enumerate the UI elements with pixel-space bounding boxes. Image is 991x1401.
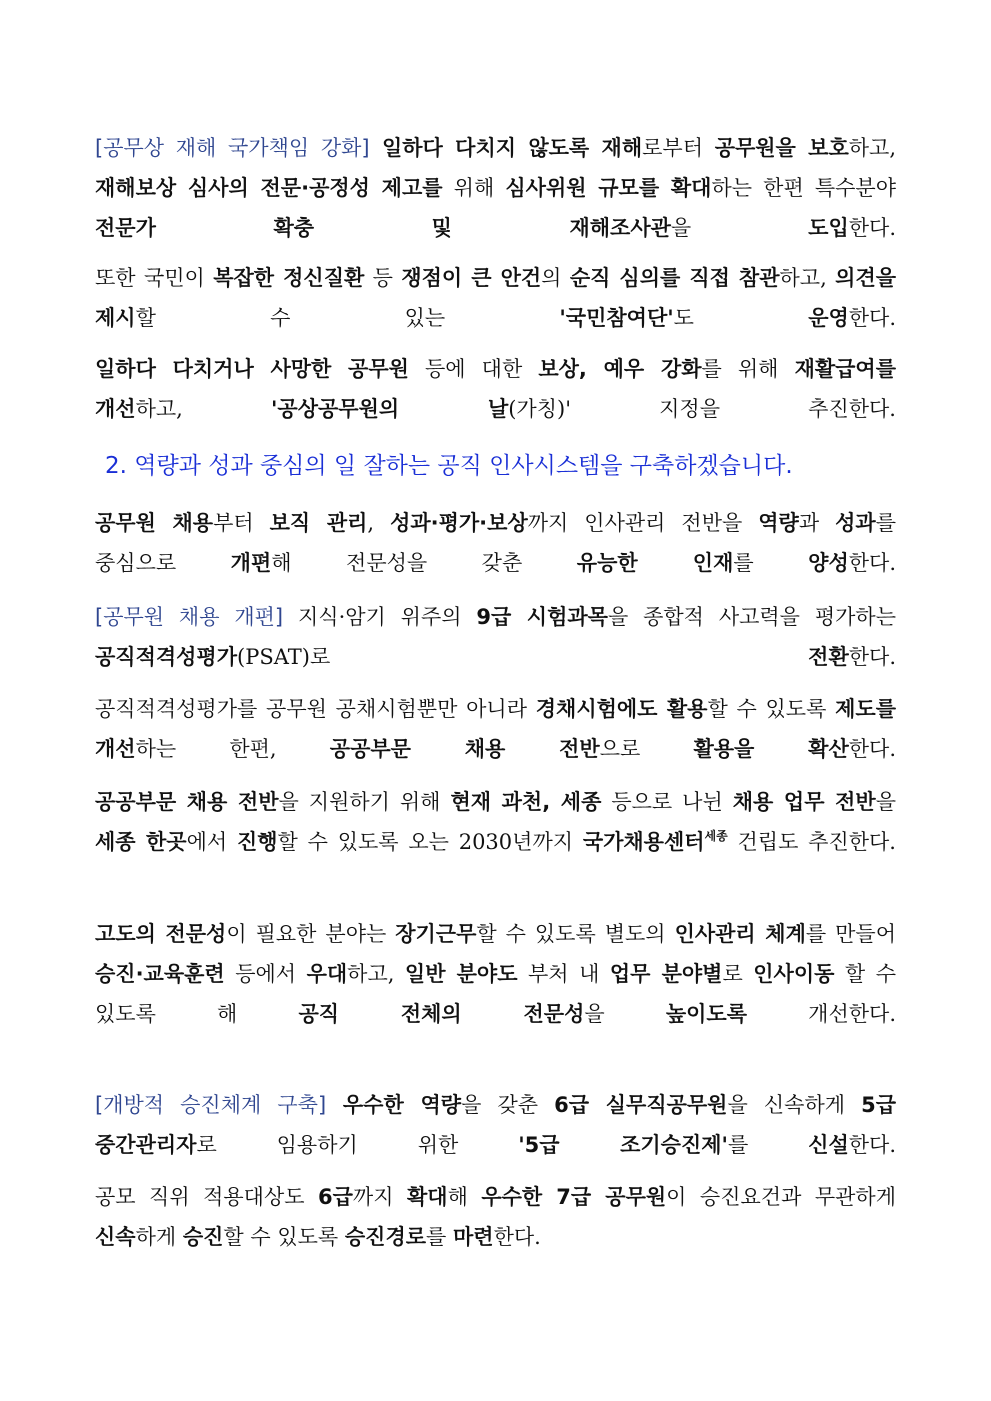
body-text: 로부터 [642, 136, 715, 160]
emphasis-text: 활용을 확산 [693, 737, 849, 761]
body-text: 을 종합적 사고력을 평가하는 [607, 605, 896, 629]
paragraph-disaster-responsibility [95, 128, 896, 248]
body-text: 하는 한편, [135, 737, 330, 761]
body-text: 할 수 있도록 [223, 1225, 345, 1249]
body-text: (PSAT)로 [237, 645, 809, 669]
emphasis-text: 보상, 예우 강화 [538, 357, 702, 381]
emphasis-text: 신설 [808, 1133, 849, 1157]
paragraph-promotion-system [95, 1085, 896, 1165]
body-text: 등으로 나뉜 [601, 790, 733, 814]
body-text: 을 [875, 790, 896, 814]
emphasis-text: 제도를 개선 [95, 697, 896, 761]
paragraph-open-recruitment [95, 1177, 896, 1257]
emphasis-text: 보직 관리 [269, 511, 368, 535]
superscript-text: 세종 [704, 829, 728, 843]
body-text: 하게 [135, 1225, 183, 1249]
emphasis-text: 현재 과천, 세종 [450, 790, 602, 814]
body-text: 한다. [848, 216, 896, 240]
body-text: 공직적격성평가를 공무원 공채시험뿐만 아니라 [95, 697, 536, 721]
paragraph-citizen-panel [95, 258, 896, 338]
body-text: 또한 국민이 [95, 266, 214, 290]
body-text: 로 임용하기 위한 [196, 1133, 519, 1157]
paragraph-recruitment-center [95, 782, 896, 862]
body-text: 등에서 [224, 962, 307, 986]
body-text: 한다. [493, 1225, 541, 1249]
body-text: 개선한다. [747, 1002, 897, 1026]
body-text: 한다. [848, 645, 896, 669]
emphasis-text: '국민참여단' [559, 306, 674, 330]
paragraph-hr-overview [95, 503, 896, 583]
emphasis-text: 9급 시험과목 [476, 605, 608, 629]
emphasis-text: 인사이동 [753, 962, 835, 986]
emphasis-text: 일하다 다치거나 사망한 공무원 [95, 357, 409, 381]
body-text: 를 [727, 1133, 809, 1157]
body-text: 를 [733, 551, 809, 575]
body-text: (가칭)' 지정을 추진한다. [508, 397, 896, 421]
body-text: 등에 대한 [408, 357, 539, 381]
paragraph-position-management [95, 914, 896, 1034]
body-text: 과 [798, 511, 836, 535]
emphasis-text: 재해보상 심사의 전문·공정성 제고를 [95, 176, 443, 200]
emphasis-text: 우대 [306, 962, 348, 986]
body-text: 공모 직위 적용대상도 [95, 1185, 319, 1209]
body-text: 할 수 있도록 별도의 [476, 922, 675, 946]
emphasis-text: 일반 분야도 [404, 962, 518, 986]
emphasis-text: 공공부문 채용 전반 [95, 790, 279, 814]
emphasis-text: 성과·평가·보상 [390, 511, 528, 535]
emphasis-text: 역량 [758, 511, 799, 535]
emphasis-text: 공직 전체의 전문성 [298, 1002, 585, 1026]
emphasis-text: 승진경로 [344, 1225, 427, 1249]
body-text: 부터 [213, 511, 270, 535]
emphasis-text: 심사위원 규모를 확대 [505, 176, 712, 200]
body-text: 을 갖춘 [461, 1093, 555, 1117]
body-text: 를 위해 [701, 357, 795, 381]
emphasis-text: 승진 [182, 1225, 224, 1249]
emphasis-text: 세종 한곳 [95, 830, 187, 854]
body-text: 를 만들어 [805, 922, 897, 946]
emphasis-text: 유능한 인재 [576, 551, 734, 575]
body-text: 을 신속하게 [727, 1093, 862, 1117]
body-text: 할 수 있도록 해 [95, 962, 896, 1026]
emphasis-text: 쟁점이 큰 안건 [401, 266, 542, 290]
body-text: 까지 [352, 1185, 407, 1209]
body-text: 건립도 추진한다. [727, 830, 896, 854]
body-text: 하고, [347, 962, 405, 986]
body-text: 으로 [599, 737, 694, 761]
emphasis-text: 확대 [406, 1185, 448, 1209]
emphasis-text: 개편 [230, 551, 272, 575]
emphasis-text: 장기근무 [395, 922, 477, 946]
emphasis-text: 마련 [453, 1225, 494, 1249]
emphasis-text: 채용 업무 전반 [732, 790, 876, 814]
body-text: 한다. [848, 737, 896, 761]
body-text: 한다. [848, 306, 897, 330]
body-text: 위해 [442, 176, 506, 200]
body-text: 한다. [848, 1133, 897, 1157]
emphasis-text: 고도의 전문성 [95, 922, 227, 946]
emphasis-text: 도입 [808, 216, 849, 240]
body-text: , [367, 511, 391, 535]
body-text: 이 승진요건과 무관하게 [666, 1185, 896, 1209]
body-text: 하는 한편 특수분야 [711, 176, 896, 200]
body-text: 할 수 있도록 오는 2030년까지 [277, 830, 583, 854]
body-text: 등 [364, 266, 402, 290]
body-text: 을 지원하기 위해 [278, 790, 451, 814]
body-text: 하고, [848, 136, 897, 160]
emphasis-text: 성과 [835, 511, 876, 535]
emphasis-text: 재활급여를 개선 [95, 357, 896, 421]
body-text: 해 전문성을 갖춘 [271, 551, 577, 575]
body-text: 를 [426, 1225, 453, 1249]
body-text: 까지 인사관리 전반을 [527, 511, 759, 535]
emphasis-text: 승진·교육훈련 [95, 962, 225, 986]
emphasis-text: 공공부문 채용 전반 [329, 737, 600, 761]
body-text: 에서 [186, 830, 237, 854]
emphasis-text: 신속 [95, 1225, 136, 1249]
emphasis-text: 복잡한 정신질환 [213, 266, 365, 290]
emphasis-text: 일하다 다치지 않도록 재해 [369, 136, 643, 160]
emphasis-text: 업무 분야별 [609, 962, 723, 986]
body-text: 할 수 있도록 [707, 697, 836, 721]
body-text: 도 [673, 306, 809, 330]
body-text: 지식·암기 위주의 [283, 605, 477, 629]
section-tag: [공무상 재해 국가책임 강화] [95, 136, 370, 160]
emphasis-text: 공무원 채용 [95, 511, 214, 535]
emphasis-text: 운영 [808, 306, 849, 330]
emphasis-text: 우수한 7급 공무원 [481, 1185, 667, 1209]
emphasis-text: '5급 조기승진제' [518, 1133, 728, 1157]
emphasis-text: 5급 중간관리자 [95, 1093, 897, 1157]
emphasis-text: '공상공무원의 날 [271, 397, 509, 421]
emphasis-text: 6급 [318, 1185, 353, 1209]
emphasis-text: 높이도록 [665, 1002, 748, 1026]
body-text: 할 수 있는 [135, 306, 560, 330]
emphasis-text: 국가채용센터 [582, 830, 705, 854]
body-text: 한다. [848, 551, 896, 575]
body-text: 을 [670, 216, 809, 240]
emphasis-text: 인사관리 체계 [674, 922, 806, 946]
emphasis-text: 우수한 역량 [326, 1093, 462, 1117]
body-text: 를 중심으로 [95, 511, 896, 575]
paragraph-compensation [95, 349, 896, 429]
paragraph-psat-expansion [95, 689, 896, 769]
body-text: 로 [722, 962, 754, 986]
section-tag: [개방적 승진체계 구축] [95, 1093, 327, 1117]
emphasis-text: 순직 심의를 직접 참관 [569, 266, 780, 290]
body-text: 하고, [779, 266, 836, 290]
emphasis-text: 양성 [808, 551, 849, 575]
body-text: 의 [541, 266, 570, 290]
body-text: 을 [584, 1002, 666, 1026]
emphasis-text: 의견을 제시 [95, 266, 897, 330]
emphasis-text: 공직적격성평가 [95, 645, 238, 669]
section-tag: [공무원 채용 개편] [95, 605, 284, 629]
emphasis-text: 6급 실무직공무원 [554, 1093, 728, 1117]
section-heading: 2. 역량과 성과 중심의 일 잘하는 공직 인사시스템을 구축하겠습니다. [105, 453, 793, 479]
emphasis-text: 공무원을 보호 [714, 136, 849, 160]
emphasis-text: 전환 [808, 645, 849, 669]
emphasis-text: 진행 [236, 830, 278, 854]
body-text: 해 [447, 1185, 482, 1209]
emphasis-text: 경채시험에도 활용 [535, 697, 708, 721]
body-text: 부처 내 [517, 962, 610, 986]
body-text: 하고, [135, 397, 271, 421]
body-text: 이 필요한 분야는 [226, 922, 396, 946]
paragraph-recruitment-reform [95, 597, 896, 677]
emphasis-text: 전문가 확충 및 재해조사관 [95, 216, 671, 240]
